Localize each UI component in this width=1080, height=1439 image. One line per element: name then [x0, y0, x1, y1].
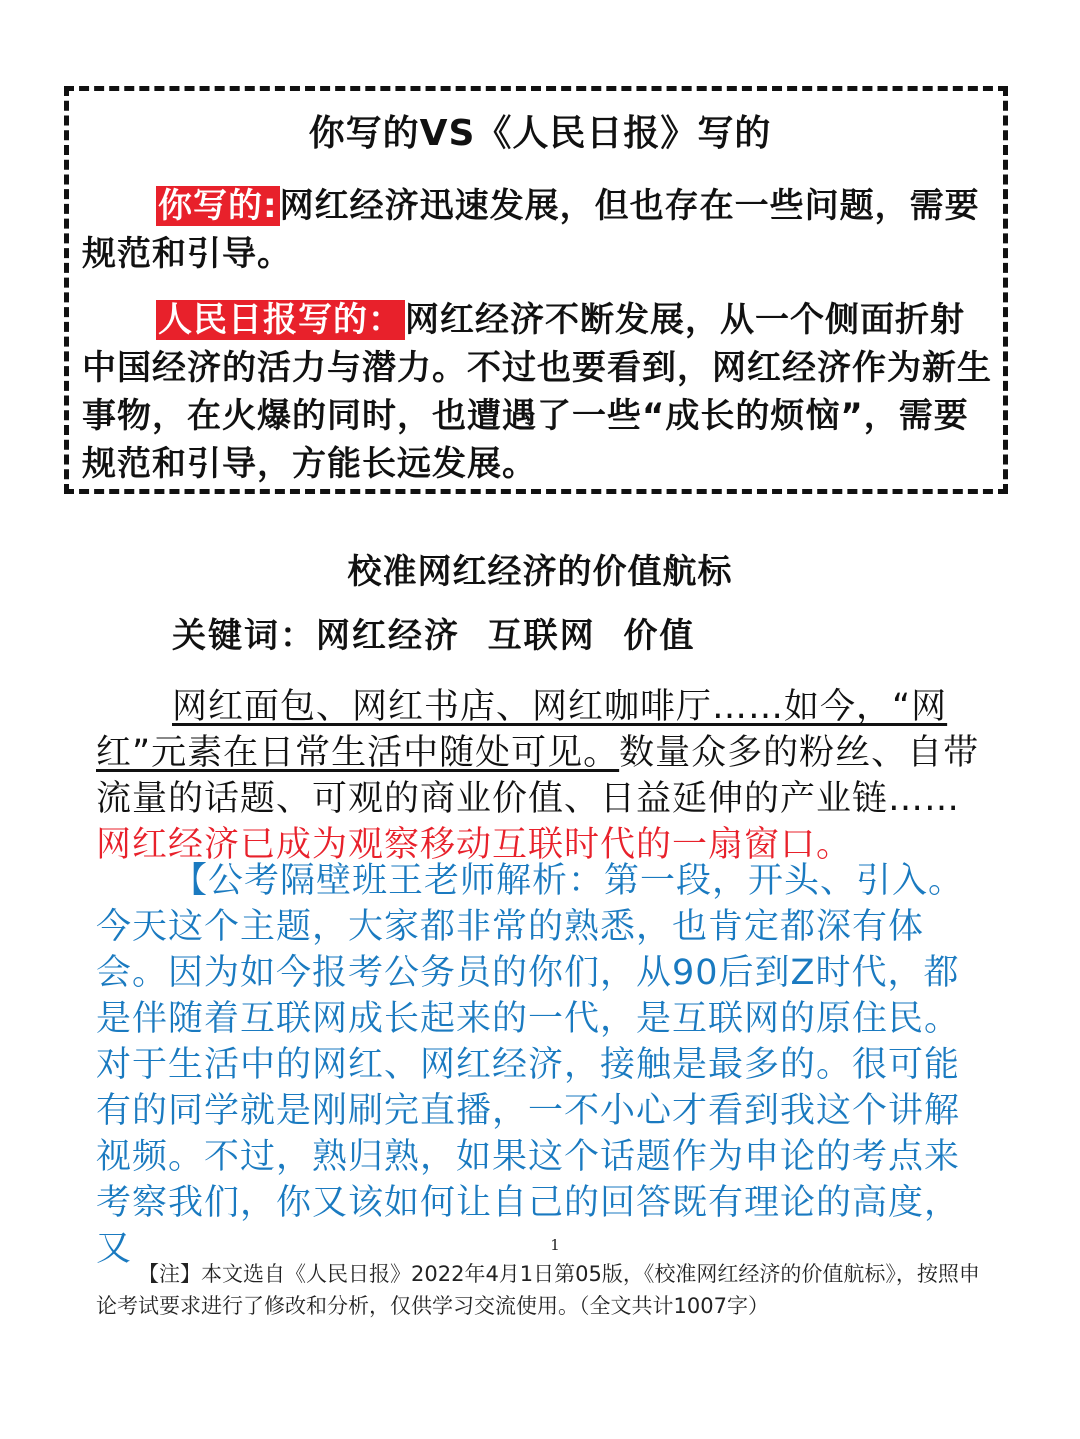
paragraph-1-underlined: 网红面包、网红书店、网红咖啡厅……如今，“网红”元素在日常生活中随处可见。 [96, 687, 948, 773]
comparison-title: 你写的VS《人民日报》写的 [308, 113, 772, 154]
you-wrote-text: 网红经济迅速发展，但也存在一些问题，需要规范和引导。 [82, 186, 980, 274]
paragraph-1 [96, 684, 988, 868]
paragraph-1-red: 网红经济已成为观察移动互联时代的一扇窗口。 [96, 825, 853, 865]
article-title: 校准网红经济的价值航标 [347, 552, 733, 592]
rmrb-wrote-paragraph [82, 296, 998, 488]
you-wrote-label: 你写的: [158, 186, 278, 226]
page-number: 1 [550, 1236, 560, 1254]
footnote: 【注】本文选自《人民日报》2022年4月1日第05版，《校准网红经济的价值航标》，按照申论考试要求进行了修改和分析，仅供学习交流使用。（全文共计1007字） [96, 1262, 980, 1318]
rmrb-wrote-label: 人民日报写的： [158, 300, 403, 340]
you-wrote-paragraph [82, 182, 998, 278]
analysis-paragraph: 【公考隔壁班王老师解析：第一段，开头、引入。今天这个主题，大家都非常的熟悉，也肯定都深有体会。因为如今报考公务员的你们，从90后到Z时代，都是伴随着互联网成长起来的一代，是互联网的原住民。对于生活中的网红、网红经济，接触是最多的。很可能有的同学就是刚刷完直播，一不小心才看到我这个讲解视频。不过，熟归熟，如果这个话题作为申论的考点来考察我们，你又该如何让自己的回答既有理论的高度，又 [96, 861, 965, 1269]
rmrb-wrote-text: 网红经济不断发展，从一个侧面折射中国经济的活力与潜力。不过也要看到，网红经济作为新生事物，在火爆的同时，也遭遇了一些“成长的烦恼”，需要规范和引导，方能长远发展。 [82, 300, 992, 484]
keywords-line: 关键词：网红经济 互联网 价值 [172, 616, 696, 656]
paragraph-1-normal: 数量众多的粉丝、自带流量的话题、可观的商业价值、日益延伸的产业链…… [96, 733, 980, 819]
